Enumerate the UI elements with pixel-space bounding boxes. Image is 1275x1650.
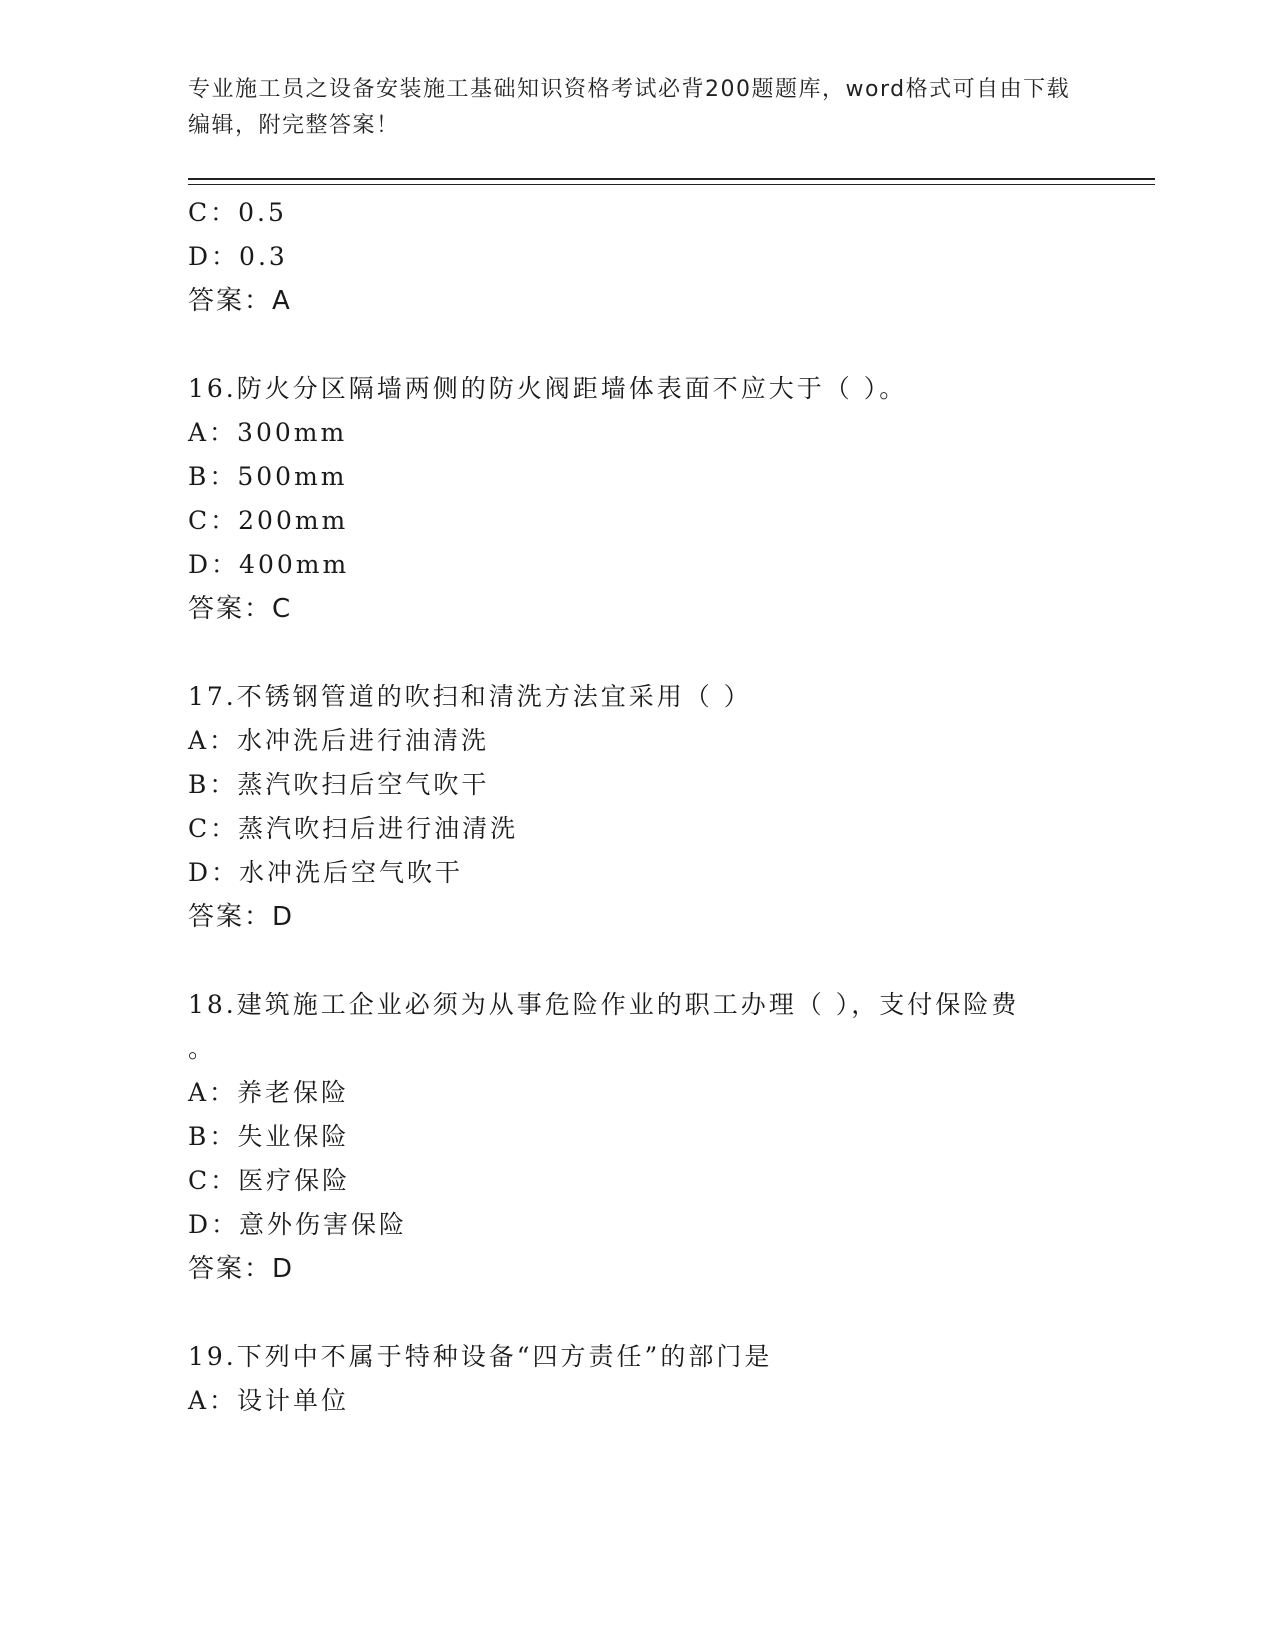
answer-line: 答案：A [188,286,292,316]
option-line: A：水冲洗后进行油清洗 [188,726,490,755]
answer-line: 答案：D [188,902,295,932]
header-rule-thick [188,178,1155,180]
answer-line: 答案：C [188,594,293,624]
option-line: B：500mm [188,462,348,491]
question-line: 18.建筑施工企业必须为从事危险作业的职工办理（ ），支付保险费 [188,990,1020,1019]
question-line: 19.下列中不属于特种设备“四方责任”的部门是 [188,1342,773,1371]
option-line: C：蒸汽吹扫后进行油清洗 [188,814,519,843]
option-line: C：200mm [188,506,349,535]
option-line: A：300mm [188,418,348,447]
option-line: D：0.3 [188,242,288,271]
option-line: C：0.5 [188,198,287,227]
option-line: D：400mm [188,550,350,579]
option-line: A：设计单位 [188,1386,350,1415]
document-header: 专业施工员之设备安装施工基础知识资格考试必背200题题库，word格式可自由下载编辑，附完整答案！ [188,77,1071,138]
option-line: C：医疗保险 [188,1166,351,1195]
option-line: D：意外伤害保险 [188,1210,408,1239]
question-continuation: 。 [188,1034,217,1063]
question-line: 16.防火分区隔墙两侧的防火阀距墙体表面不应大于（ ）。 [188,374,908,403]
question-line: 17.不锈钢管道的吹扫和清洗方法宜采用（ ） [188,682,752,711]
answer-line: 答案：D [188,1254,295,1284]
option-line: D：水冲洗后空气吹干 [188,858,464,887]
option-line: B：蒸汽吹扫后空气吹干 [188,770,490,799]
option-line: A：养老保险 [188,1078,350,1107]
header-rule-thin [188,184,1155,185]
option-line: B：失业保险 [188,1122,350,1151]
